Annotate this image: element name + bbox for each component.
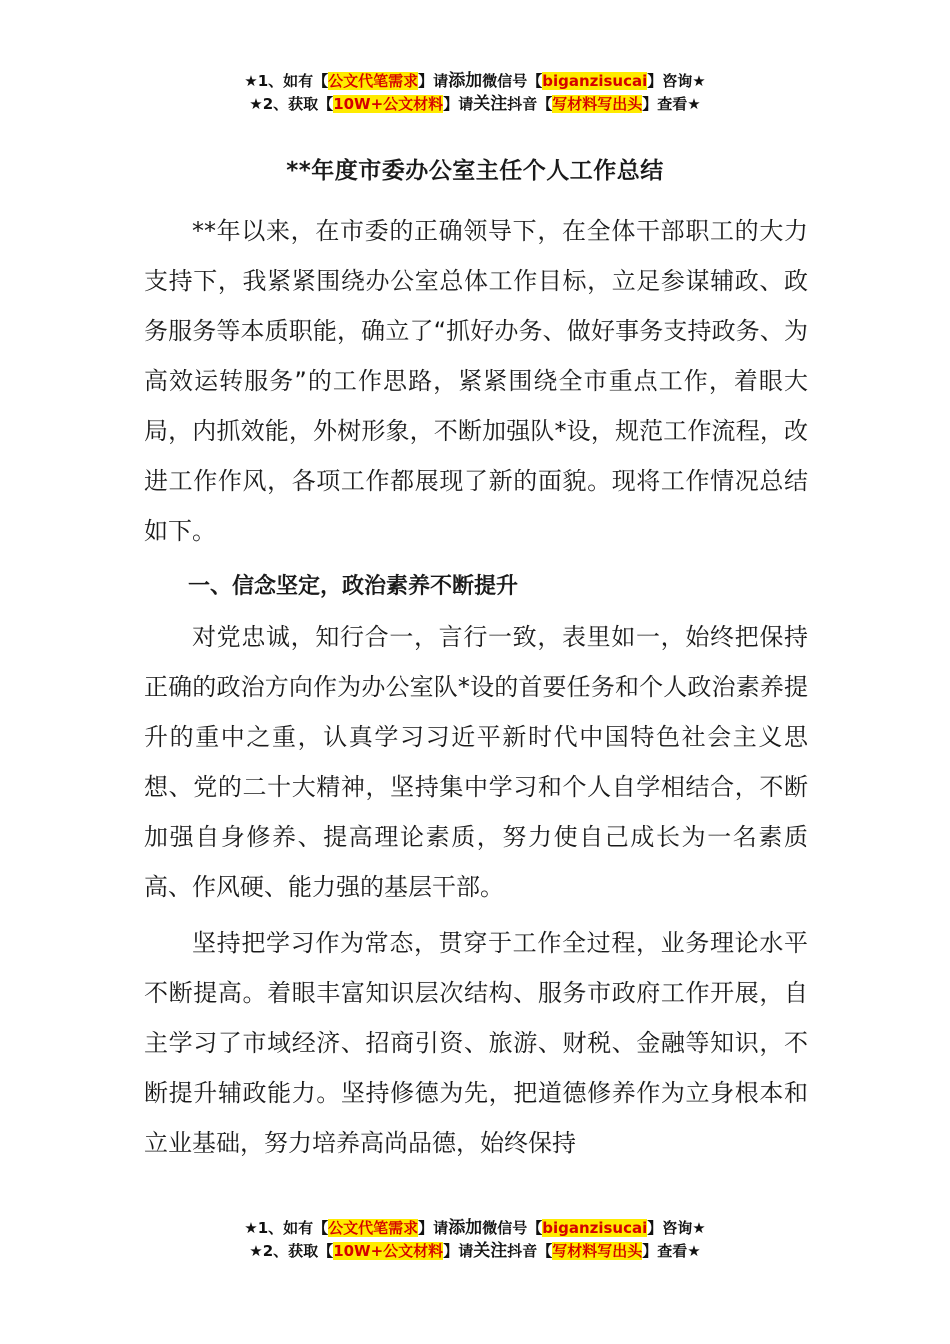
promo-text: ★1、如有【 (244, 72, 329, 90)
promo-highlight: 公文代笔需求 (328, 72, 419, 90)
promo-emphasis: 关注 (473, 94, 508, 114)
promo-highlight: 公文代笔需求 (328, 1219, 419, 1237)
paragraph-intro: **年以来，在市委的正确领导下，在全体干部职工的大力支持下，我紧紧围绕办公室总体工作目标，立足参谋辅政、政务服务等本质职能，确立了“抓好办务、做好事务支持政务、为高效运转服务”的工作思路，紧紧围绕全市重点工作，着眼大局，内抓效能，外树形象，不断加强队*设，规范工作流程，改进工作作风，各项工作都展现了新的面貌。现将工作情况总结如下。 (144, 217, 808, 545)
promo-text: 】咨询★ (647, 1219, 706, 1237)
promo-text: 】查看★ (642, 95, 701, 113)
promo-text: ★2、获取【 (249, 95, 334, 113)
promo-text: ★2、获取【 (249, 1242, 334, 1260)
promo-text: 】请 (418, 72, 449, 90)
promo-text: 微信号【 (482, 1219, 543, 1237)
promo-douyin-account: 写材料写出头 (552, 1242, 643, 1260)
promo-banner-bottom (0, 1217, 950, 1263)
promo-emphasis: 关注 (473, 1241, 508, 1261)
promo-line-2 (0, 93, 950, 116)
promo-text: 抖音【 (507, 1242, 553, 1260)
promo-highlight: 10W+公文材料 (333, 1242, 444, 1260)
promo-text: 】请 (443, 95, 474, 113)
promo-text: 抖音【 (507, 95, 553, 113)
promo-text: 】请 (418, 1219, 449, 1237)
promo-text: 】请 (443, 1242, 474, 1260)
promo-text: 微信号【 (482, 72, 543, 90)
paragraph-loyalty: 对党忠诚，知行合一，言行一致，表里如一，始终把保持正确的政治方向作为办公室队*设的首要任务和个人政治素养提升的重中之重，认真学习习近平新时代中国特色社会主义思想、党的二十大精神，坚持集中学习和个人自学相结合，不断加强自身修养、提高理论素质，努力使自己成长为一名素质高、作风硬、能力强的基层干部。 (144, 623, 808, 901)
promo-banner-top (0, 70, 950, 116)
promo-text: 】查看★ (642, 1242, 701, 1260)
promo-wechat-id: biganzisucai (542, 1219, 648, 1237)
promo-highlight: 10W+公文材料 (333, 95, 444, 113)
promo-line-1 (0, 70, 950, 93)
document-title: **年度市委办公室主任个人工作总结 (286, 158, 664, 184)
promo-line-2 (0, 1240, 950, 1263)
promo-text: ★1、如有【 (244, 1219, 329, 1237)
promo-douyin-account: 写材料写出头 (552, 95, 643, 113)
section-heading-1: 一、信念坚定，政治素养不断提升 (188, 574, 519, 599)
promo-text: 】咨询★ (647, 72, 706, 90)
promo-emphasis: 添加 (448, 1218, 483, 1238)
promo-line-1 (0, 1217, 950, 1240)
paragraph-learning: 坚持把学习作为常态，贯穿于工作全过程，业务理论水平不断提高。着眼丰富知识层次结构、服务市政府工作开展，自主学习了市域经济、招商引资、旅游、财税、金融等知识，不断提升辅政能力。坚持修德为先，把道德修养作为立身根本和立业基础，努力培养高尚品德，始终保持 (144, 929, 808, 1157)
promo-emphasis: 添加 (448, 71, 483, 91)
document-body (144, 206, 808, 1168)
promo-wechat-id: biganzisucai (542, 72, 648, 90)
